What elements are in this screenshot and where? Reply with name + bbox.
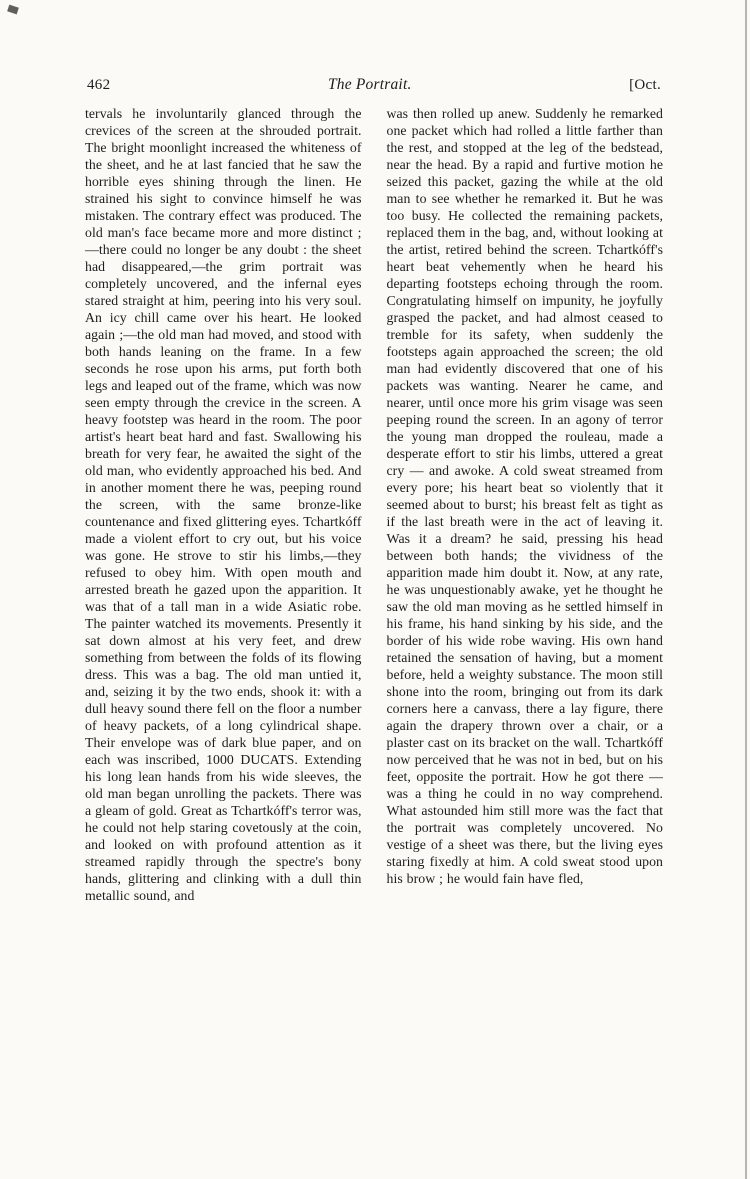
two-column-text — [85, 105, 663, 904]
scan-edge-artifact — [745, 0, 747, 1179]
issue-date: [Oct. — [629, 77, 661, 93]
running-title: The Portrait. — [327, 76, 412, 93]
page-content — [85, 76, 663, 904]
right-column-text: was then rolled up anew. Suddenly he remarked one packet which had rolled a little farther than the rest, and stopped at the leg of the bedstead, near the head. By a rapid and furtive motion he seized this packet, gazing the while at the old man to see whether he remarked it. But he was too busy. He collected the remaining packets, replaced them in the bag, and, without looking at the artist, retired behind the screen. Tchartkóff's heart beat vehemently when he heard his departing footsteps echoing through the room. Congratulating himself on impunity, he joyfully grasped the packet, and had almost ceased to tremble for its safety, when suddenly the footsteps again approached the screen; the old man had evidently discovered that one of his packets was wanting. Nearer he came, and nearer, until once more his grim visage was seen peeping round the screen. In an agony of terror the young man dropped the rouleau, made a desperate effort to stir his limbs, uttered a great cry — and awoke. A cold sweat streamed from every pore; his heart beat so violently that it seemed about to burst; his breast felt as tight as if the last breath were in the act of leaving it. Was it a dream? he said, pressing his head between both hands; the vividness of the apparition made him doubt it. Now, at any rate, he was unquestionably awake, yet he thought he saw the old man moving as he settled himself in his frame, his hand sinking by his side, and the border of his wide robe waving. His own hand retained the sensation of having, but a moment before, held a weighty substance. The moon still shone into the room, bringing out from its dark corners here a canvass, there a lay figure, there again the drapery thrown over a chair, or a plaster cast on its bracket on the wall. Tchartkóff now perceived that he was not in bed, but on his feet, opposite the portrait. How he got there — was a thing he could in no way comprehend. What astounded him still more was the fact that the portrait was completely uncovered. No vestige of a sheet was there, but the living eyes staring fixedly at him. A cold sweat stood upon his brow ; he would fain have fled, — [386, 106, 663, 886]
running-head — [85, 76, 663, 94]
page-number: 462 — [87, 77, 111, 93]
scan-corner-artifact — [7, 5, 19, 15]
left-column-text: tervals he involuntarily glanced through the crevices of the screen at the shrouded portrait. The bright moonlight increased the whiteness of the sheet, and he at last fancied that he saw the horrible eyes shining through the linen. He strained his sight to convince himself he was mistaken. The contrary effect was produced. The old man's face became more and more distinct ;—there could no longer be any doubt : the sheet had disappeared,—the grim portrait was completely uncovered, and the infernal eyes stared straight at him, peering into his very soul. An icy chill came over his heart. He looked again ;—the old man had moved, and stood with both hands leaning on the frame. In a few seconds he rose upon his arms, put forth both legs and leaped out of the frame, which was now seen empty through the crevice in the screen. A heavy footstep was heard in the room. The poor artist's heart beat hard and fast. Swallowing his breath for very fear, he awaited the sight of the old man, who evidently approached his bed. And in another moment there he was, peeping round the screen, with the same bronze-like countenance and fixed glittering eyes. Tchartkóff made a violent effort to cry out, but his voice was gone. He strove to stir his limbs,—they refused to obey him. With open mouth and arrested breath he gazed upon the apparition. It was that of a tall man in a wide Asiatic robe. The painter watched its movements. Presently it sat down almost at his very feet, and drew something from between the folds of its flowing dress. This was a bag. The old man untied it, and, seizing it by the two ends, shook it: with a dull heavy sound there fell on the floor a number of heavy packets, of a long cylindrical shape. Their envelope was of dark blue paper, and on each was inscribed, 1000 DUCATS. Extending his long lean hands from his wide sleeves, the old man began unrolling the packets. There was a gleam of gold. Great as Tchartkóff's terror was, he could not help staring covetously at the coin, and looked on with profound attention as it streamed rapidly through the spectre's bony hands, glittering and clinking with a dull thin metallic sound, and — [85, 106, 362, 903]
